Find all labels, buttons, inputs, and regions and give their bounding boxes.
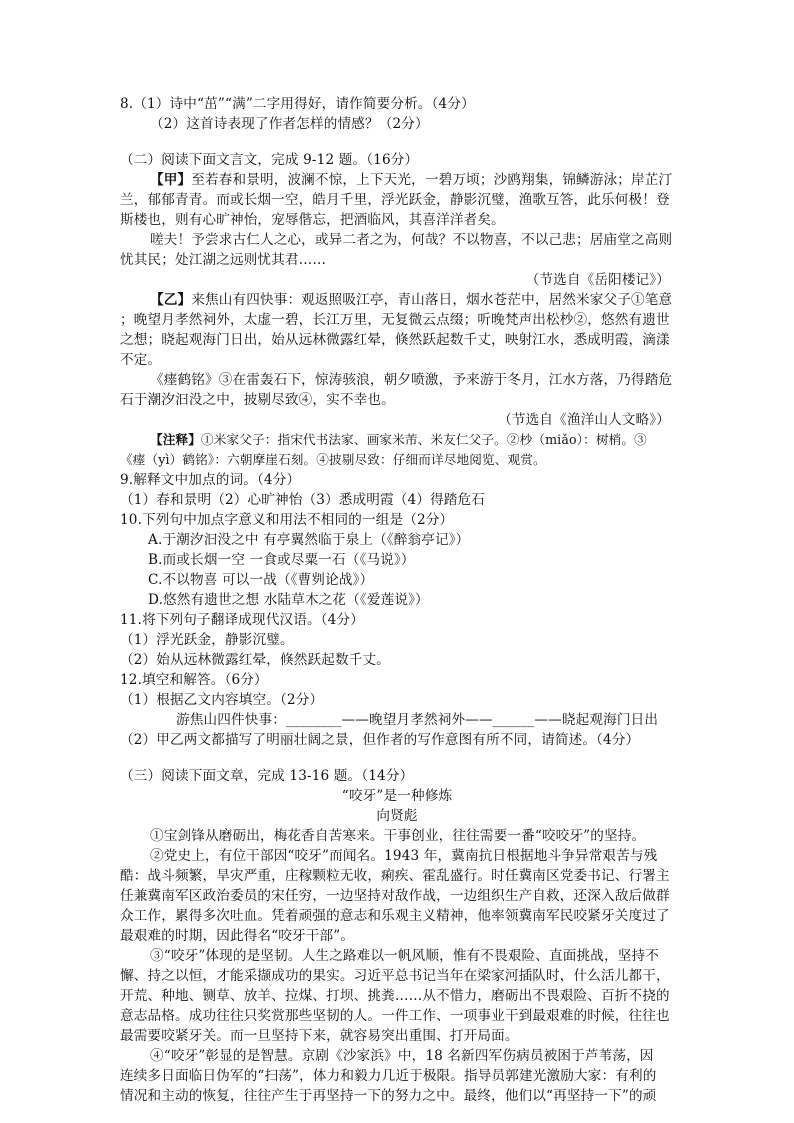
passage-jia-source: （节选自《岳阳楼记》） [525,272,670,288]
passage-jia-line-4: 嗟夫！予尝求古仁人之心，或异二者之为，何哉？不以物喜，不以己悲；居庙堂之高则 [150,232,673,248]
question-8-part-1: 8.（1）诗中“茁”“满”二字用得好，请作简要分析。（4分） [120,96,475,112]
passage-yi-line-6: 石于潮汐汩没之中，披剔尽致④，实不幸也。 [120,392,395,408]
article-author: 向贤彪 [376,808,418,824]
question-12-fill-blank: 游焦山四件快事：________——晚望月孝然祠外——______——晓起观海门日出 [176,712,659,728]
question-12: 12.填空和解答。（6分） [120,672,268,688]
question-9: 9.解释文中加点的词。（4分） [120,472,301,488]
question-10-option-d: D.悠然有遗世之想 水陆草木之花（《爱莲说》） [148,592,429,608]
article-title: “咬牙”是一种修炼 [341,788,453,804]
article-paragraph-4-line-3: 情况和主动的恢复，往往产生于再坚持一下的努力之中。最终，他们以“再坚持一下”的顽 [120,1088,657,1104]
article-paragraph-2-line-3: 任兼冀南军区政治委员的宋任穷，一边坚持对敌作战，一边组织生产自救，还深入敌后做群 [120,888,670,904]
question-12-part-1: （1）根据乙文内容填空。（2分） [120,692,324,708]
passage-jia-line-5: 忧其民；处江湖之远则忧其君…… [120,252,327,268]
annotation-tag: 【注释】 [150,432,201,447]
question-9-items: （1）春和景明（2）心旷神怡（3）悉成明霞（4）得踏危石 [120,492,486,508]
passage-yi-line-1 [150,290,672,310]
article-paragraph-2-line-2: 酷：战斗频繁，旱灾严重，庄稼颗粒无收，痢疾、霍乱盛行。时任冀南区党委书记、行署主 [120,868,670,884]
question-10-option-a: A.于潮汐汩没之中 有亭翼然临于泉上（《醉翁亭记》） [148,532,470,548]
passage-jia-line-3: 斯楼也，则有心旷神怡，宠辱偕忘，把酒临风，其喜洋洋者矣。 [120,212,505,228]
question-8-part-2: （2）这首诗表现了作者怎样的情感？（2分） [150,116,429,132]
passage-jia-line-2: 兰，郁郁青青。而或长烟一空，皓月千里，浮光跃金，静影沉璧，渔歌互答，此乐何极！登 [120,192,670,208]
passage-jia-text: 至若春和景明，波澜不惊，上下天光，一碧万顷；沙鸥翔集，锦鳞游泳；岸芷汀 [191,172,673,188]
passage-jia-line-1 [150,170,672,190]
article-paragraph-3-line-2: 懈、持之以恒，才能采撷成功的果实。习近平总书记当年在梁家河插队时，什么活儿都干， [120,968,670,984]
article-paragraph-3-line-1: ③“咬牙”体现的是坚韧。人生之路难以一帆风顺，惟有不畏艰险、直面挑战，坚持不 [150,948,659,964]
question-11-part-1: （1）浮光跃金，静影沉璧。 [120,632,294,648]
article-paragraph-3-line-4: 意志品格。成功往往只奖赏那些坚韧的人。一件工作、一项事业干到最艰难的时候，往往也 [120,1008,670,1024]
section-2-title: （二）阅读下面文言文，完成 9-12 题。（16分） [120,152,419,168]
question-10-option-c: C.不以物喜 可以一战（《曹刿论战》） [148,572,374,588]
passage-yi-line-2: ；晚望月孝然祠外，太虚一碧，长江万里，无复微云点缀；听晚梵声出松杪②，悠然有遗世 [120,312,670,328]
article-paragraph-2-line-5: 最艰难的时期，因此得名“咬牙干部”。 [120,928,355,944]
article-paragraph-1: ①宝剑锋从磨砺出，梅花香自苦寒来。干事创业，往往需要一番“咬咬牙”的坚持。 [150,828,646,844]
annotation-text: ①米家父子：指宋代书法家、画家米芾、米友仁父子。②杪（miǎo）：树梢。③ [200,432,647,447]
passage-jia-tag: 【甲】 [150,172,192,188]
question-10-option-b: B.而或长烟一空 一食或尽粟一石（《马说》） [148,552,415,568]
passage-yi-line-4: 不定。 [120,352,162,368]
question-10: 10.下列句中加点字意义和用法不相同的一组是（2分） [120,512,454,528]
article-paragraph-4-line-2: 连续多日面临日伪军的“扫荡”，体力和毅力几近于极限。指导员郭建光激励大家：有利的 [120,1068,657,1084]
article-paragraph-4-line-1: ④“咬牙”彰显的是智慧。京剧《沙家浜》中，18 名新四军伤病员被困于芦苇荡，因 [150,1048,654,1064]
passage-yi-text: 来焦山有四快事：观返照吸江亭，青山落日，烟水苍茫中，居然米家父子①笔意 [191,292,673,308]
question-11: 11.将下列句子翻译成现代汉语。（4分） [120,612,364,628]
article-paragraph-2-line-4: 众工作，累得多次吐血。凭着顽强的意志和乐观主义精神，他率领冀南军民咬紧牙关度过了 [120,908,670,924]
question-12-part-2: （2）甲乙两文都描写了明丽壮阔之景，但作者的写作意图有所不同，请简述。（4分） [120,732,640,748]
question-11-part-2: （2）始从远林微露红晕，倏然跃起数千丈。 [120,652,390,668]
annotation-line-1 [150,430,647,450]
passage-yi-tag: 【乙】 [150,292,192,308]
article-paragraph-3-line-3: 开荒、种地、铡草、放羊、拉煤、打坝、挑粪……从不惜力，磨砺出不畏艰险、百折不挠的 [120,988,670,1004]
article-paragraph-3-line-5: 最需要咬紧牙关。而一旦坚持下来，就容易突出重围、打开局面。 [120,1028,519,1044]
passage-yi-line-5: 《瘗鹤铭》③在雷轰石下，惊涛骇浪，朝夕喷激，予来游于冬月，江水方落，乃得踏危 [150,372,673,388]
annotation-line-2: 《瘗（yì）鹤铭》：六朝摩崖石刻。④披剔尽致：仔细而详尽地阅览、观赏。 [120,452,546,467]
passage-yi-source: （节选自《渔洋山人文略》） [498,412,670,428]
passage-yi-line-3: 之想；晓起观海门日出，始从远林微露红晕，倏然跃起数千丈，映射江水，悉成明霞，滴漾 [120,332,670,348]
section-3-title: （三）阅读下面文章，完成 13-16 题。（14分） [120,768,414,784]
article-paragraph-2-line-1: ②党史上，有位干部因“咬牙”而闻名。1943 年，冀南抗日根据地斗争异常艰苦与残 [150,848,658,864]
